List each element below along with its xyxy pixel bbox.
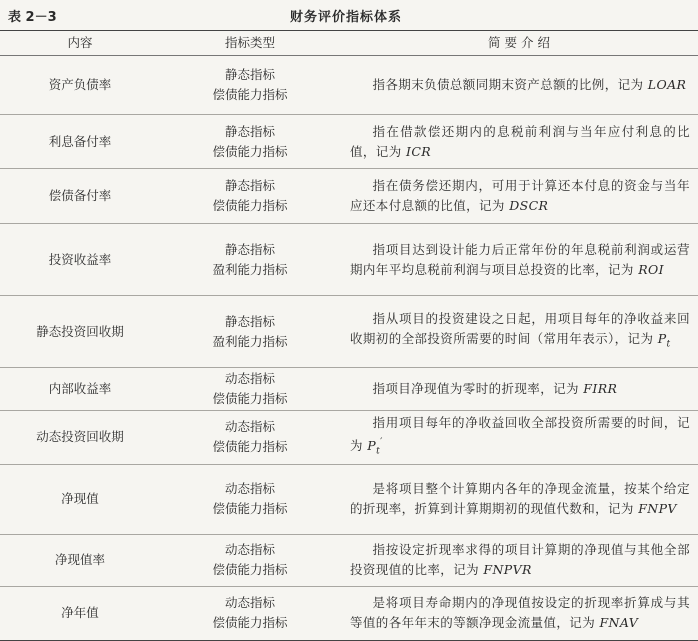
indicator-symbol: FNAV xyxy=(599,615,639,631)
indicator-type-line: 偿债能力指标 xyxy=(212,501,288,517)
indicator-name: 静态投资回收期 xyxy=(0,296,160,368)
table-number: 表 2－3 xyxy=(8,10,57,25)
indicator-symbol-subscript: t xyxy=(666,339,671,350)
indicator-symbol-prime: ′ xyxy=(380,437,383,448)
indicator-type-line: 偿债能力指标 xyxy=(212,143,288,159)
indicator-name: 净现值率 xyxy=(0,534,160,586)
indicator-type xyxy=(160,56,340,115)
indicator-name: 资产负债率 xyxy=(0,56,160,115)
indicator-symbol: FNPV xyxy=(638,501,677,517)
table-title: 财务评价指标体系 xyxy=(290,10,403,25)
header-description: 简 要 介 绍 xyxy=(340,31,698,56)
indicator-type xyxy=(160,169,340,224)
description-text: 指用项目每年的净收益回收全部投资所需要的时间，记为 xyxy=(350,415,690,454)
indicator-description xyxy=(340,115,698,169)
indicator-symbol-subscript: t xyxy=(376,446,381,457)
indicator-name: 偿债备付率 xyxy=(0,169,160,224)
indicator-symbol: P xyxy=(367,438,377,454)
indicator-type xyxy=(160,464,340,534)
table-caption xyxy=(8,6,698,26)
table-row xyxy=(0,411,698,465)
description-text: 是将项目寿命期内的净现值按设定的折现率折算成与其等值的各年年末的等额净现金流量值，记为 xyxy=(350,595,690,631)
indicator-description xyxy=(340,169,698,224)
indicator-description xyxy=(340,534,698,586)
table-row xyxy=(0,56,698,115)
indicator-name: 投资收益率 xyxy=(0,224,160,296)
table-row xyxy=(0,169,698,224)
description-text: 指在借款偿还期内的息税前利润与当年应付利息的比值，记为 xyxy=(350,123,690,159)
table-header-row xyxy=(0,31,698,56)
table-body xyxy=(0,56,698,641)
table-row xyxy=(0,534,698,586)
description-text: 指项目净现值为零时的折现率，记为 xyxy=(372,381,584,396)
indicator-name: 净年值 xyxy=(0,586,160,640)
indicator-type xyxy=(160,534,340,586)
indicator-table xyxy=(0,30,698,641)
indicator-type-line: 偿债能力指标 xyxy=(212,439,288,455)
indicator-type-line: 静态指标 xyxy=(224,178,275,193)
header-type: 指标类型 xyxy=(160,31,340,56)
indicator-name: 利息备付率 xyxy=(0,115,160,169)
indicator-type-line: 动态指标 xyxy=(224,481,275,497)
indicator-type-line: 偿债能力指标 xyxy=(212,615,288,631)
indicator-type xyxy=(160,296,340,368)
indicator-symbol: ROI xyxy=(638,261,664,277)
table-row xyxy=(0,368,698,411)
indicator-type-line: 偿债能力指标 xyxy=(212,562,288,578)
indicator-type-line: 静态指标 xyxy=(224,313,275,329)
indicator-type xyxy=(160,411,340,465)
indicator-type-line: 偿债能力指标 xyxy=(212,198,288,213)
indicator-description xyxy=(340,296,698,368)
header-content: 内容 xyxy=(0,31,160,56)
indicator-type-line: 盈利能力指标 xyxy=(212,333,288,349)
indicator-name: 动态投资回收期 xyxy=(0,411,160,465)
indicator-description xyxy=(340,224,698,296)
indicator-symbol: LOAR xyxy=(647,77,687,92)
indicator-type-line: 静态指标 xyxy=(224,123,275,139)
indicator-type xyxy=(160,115,340,169)
indicator-name: 内部收益率 xyxy=(0,368,160,411)
description-text: 是将项目整个计算期内各年的净现金流量，按某个给定的折现率，折算到计算期期初的现值代数和，记为 xyxy=(350,481,690,517)
indicator-type-line: 动态指标 xyxy=(224,419,275,435)
indicator-type-line: 动态指标 xyxy=(224,371,275,386)
table-row xyxy=(0,586,698,640)
indicator-description xyxy=(340,411,698,465)
indicator-symbol: DSCR xyxy=(509,198,549,213)
indicator-description xyxy=(340,368,698,411)
table-row xyxy=(0,464,698,534)
indicator-type xyxy=(160,586,340,640)
indicator-type-line: 静态指标 xyxy=(224,67,275,82)
indicator-symbol: ICR xyxy=(405,143,432,159)
table-row xyxy=(0,115,698,169)
description-text: 指各期末负债总额同期末资产总额的比例，记为 xyxy=(372,77,648,92)
indicator-type-line: 动态指标 xyxy=(224,542,275,558)
indicator-symbol: FNPVR xyxy=(483,562,532,578)
description-text: 指从项目的投资建设之日起，用项目每年的净收益来回收期初的全部投资所需要的时间（常用年表示），记为 xyxy=(350,310,690,346)
indicator-type xyxy=(160,224,340,296)
indicator-symbol: FIRR xyxy=(583,381,618,396)
indicator-type xyxy=(160,368,340,411)
table-row xyxy=(0,224,698,296)
indicator-type-line: 动态指标 xyxy=(224,595,275,611)
indicator-description xyxy=(340,56,698,115)
indicator-type-line: 偿债能力指标 xyxy=(212,87,288,102)
indicator-description xyxy=(340,586,698,640)
description-text: 指按设定折现率求得的项目计算期的净现值与其他全部投资现值的比率，记为 xyxy=(350,542,690,578)
description-text: 指项目达到设计能力后正常年份的年息税前利润或运营期内年平均息税前利润与项目总投资的比率，记为 xyxy=(350,241,690,277)
indicator-type-line: 静态指标 xyxy=(224,241,275,257)
indicator-name: 净现值 xyxy=(0,464,160,534)
indicator-type-line: 偿债能力指标 xyxy=(212,391,288,406)
indicator-type-line: 盈利能力指标 xyxy=(212,261,288,277)
indicator-symbol: P xyxy=(657,330,667,346)
indicator-description xyxy=(340,464,698,534)
table-row xyxy=(0,296,698,368)
description-text: 指在债务偿还期内，可用于计算还本付息的资金与当年应还本付息额的比值，记为 xyxy=(350,178,690,213)
